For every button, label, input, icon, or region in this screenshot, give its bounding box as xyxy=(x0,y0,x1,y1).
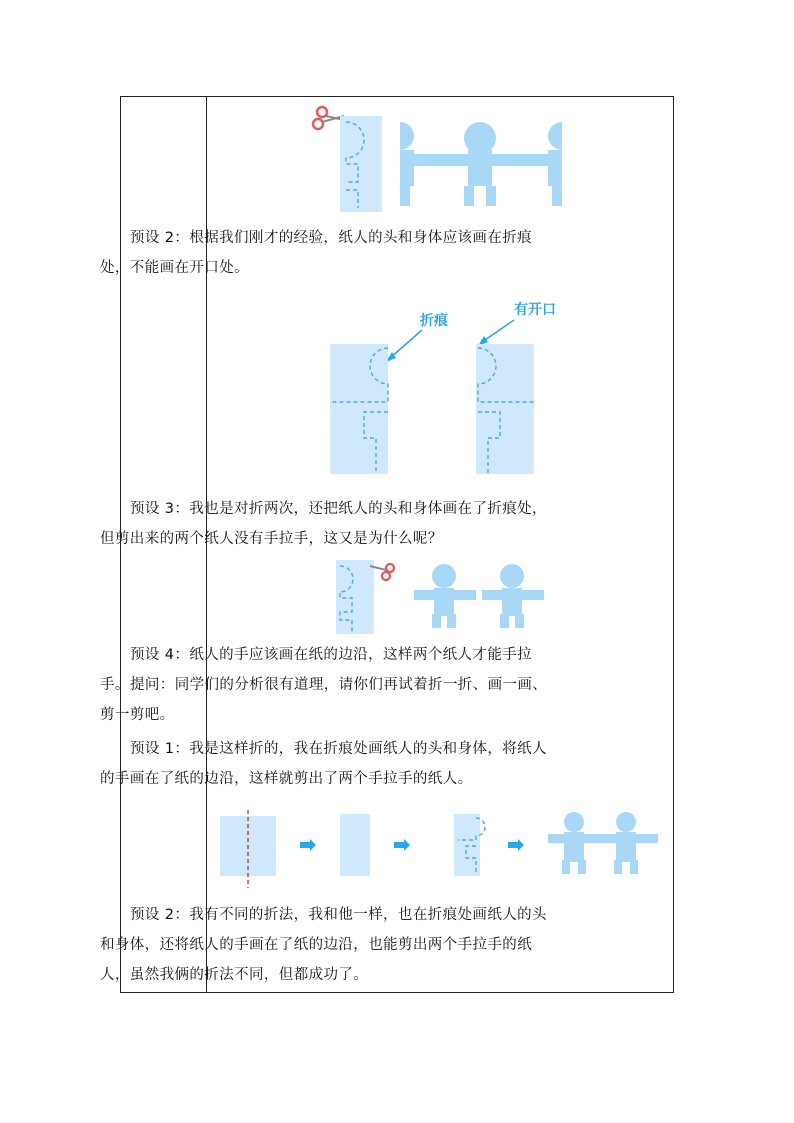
opening-pointer xyxy=(482,320,514,342)
paragraph-preset-2b: 预设 2：我有不同的折法，我和他一样，也在折痕处画纸人的头和身体，还将纸人的手画在了纸的边沿，也能剪出两个手拉手的纸人，虽然我俩的折法不同，但都成功了。 xyxy=(100,907,547,983)
paper-opening-side xyxy=(476,344,534,474)
paper-fold-side xyxy=(330,344,388,474)
paragraph-preset-4: 预设 4：纸人的手应该画在纸的边沿，这样两个纸人才能手拉手。 xyxy=(100,647,533,693)
step2-paper xyxy=(340,814,370,876)
arrow-right-icon xyxy=(394,839,410,851)
paragraph-preset-2a: 预设 2：根据我们刚才的经验，纸人的头和身体应该画在折痕处，不能画在开口处。 xyxy=(100,230,533,276)
fold-pointer xyxy=(390,330,422,358)
arrow-right-icon xyxy=(300,839,316,851)
step3-paper xyxy=(454,814,480,876)
paper-dolls-joined xyxy=(400,122,562,206)
paragraph-preset-1: 预设 1：我是这样折的，我在折痕处画纸人的头和身体，将纸人的手画在了纸的边沿，这样就剪出了两个手拉手的纸人。 xyxy=(100,741,547,787)
illustration-unjoined-dolls xyxy=(330,558,560,638)
paragraph-question: 提问：同学们的分析很有道理，请你们再试着折一折、画一画、剪一剪吧。 xyxy=(100,677,548,723)
illustration-fold-sequence xyxy=(214,808,664,892)
paper-dolls-separate xyxy=(414,564,544,628)
paragraph-preset-3: 预设 3：我也是对折两次，还把纸人的头和身体画在了折痕处，但剪出来的两个纸人没有手拉手，这又是为什么呢？ xyxy=(100,501,547,547)
label-opening: 有开口 xyxy=(514,302,556,318)
illustration-cut-joined-dolls xyxy=(300,104,580,216)
label-fold: 折痕 xyxy=(420,313,448,329)
illustration-fold-vs-opening xyxy=(320,298,580,478)
folded-paper-2 xyxy=(336,560,374,634)
scissors-icon xyxy=(313,107,344,129)
paper-dolls-holding-hands xyxy=(548,812,658,874)
arrow-right-icon xyxy=(508,839,524,851)
